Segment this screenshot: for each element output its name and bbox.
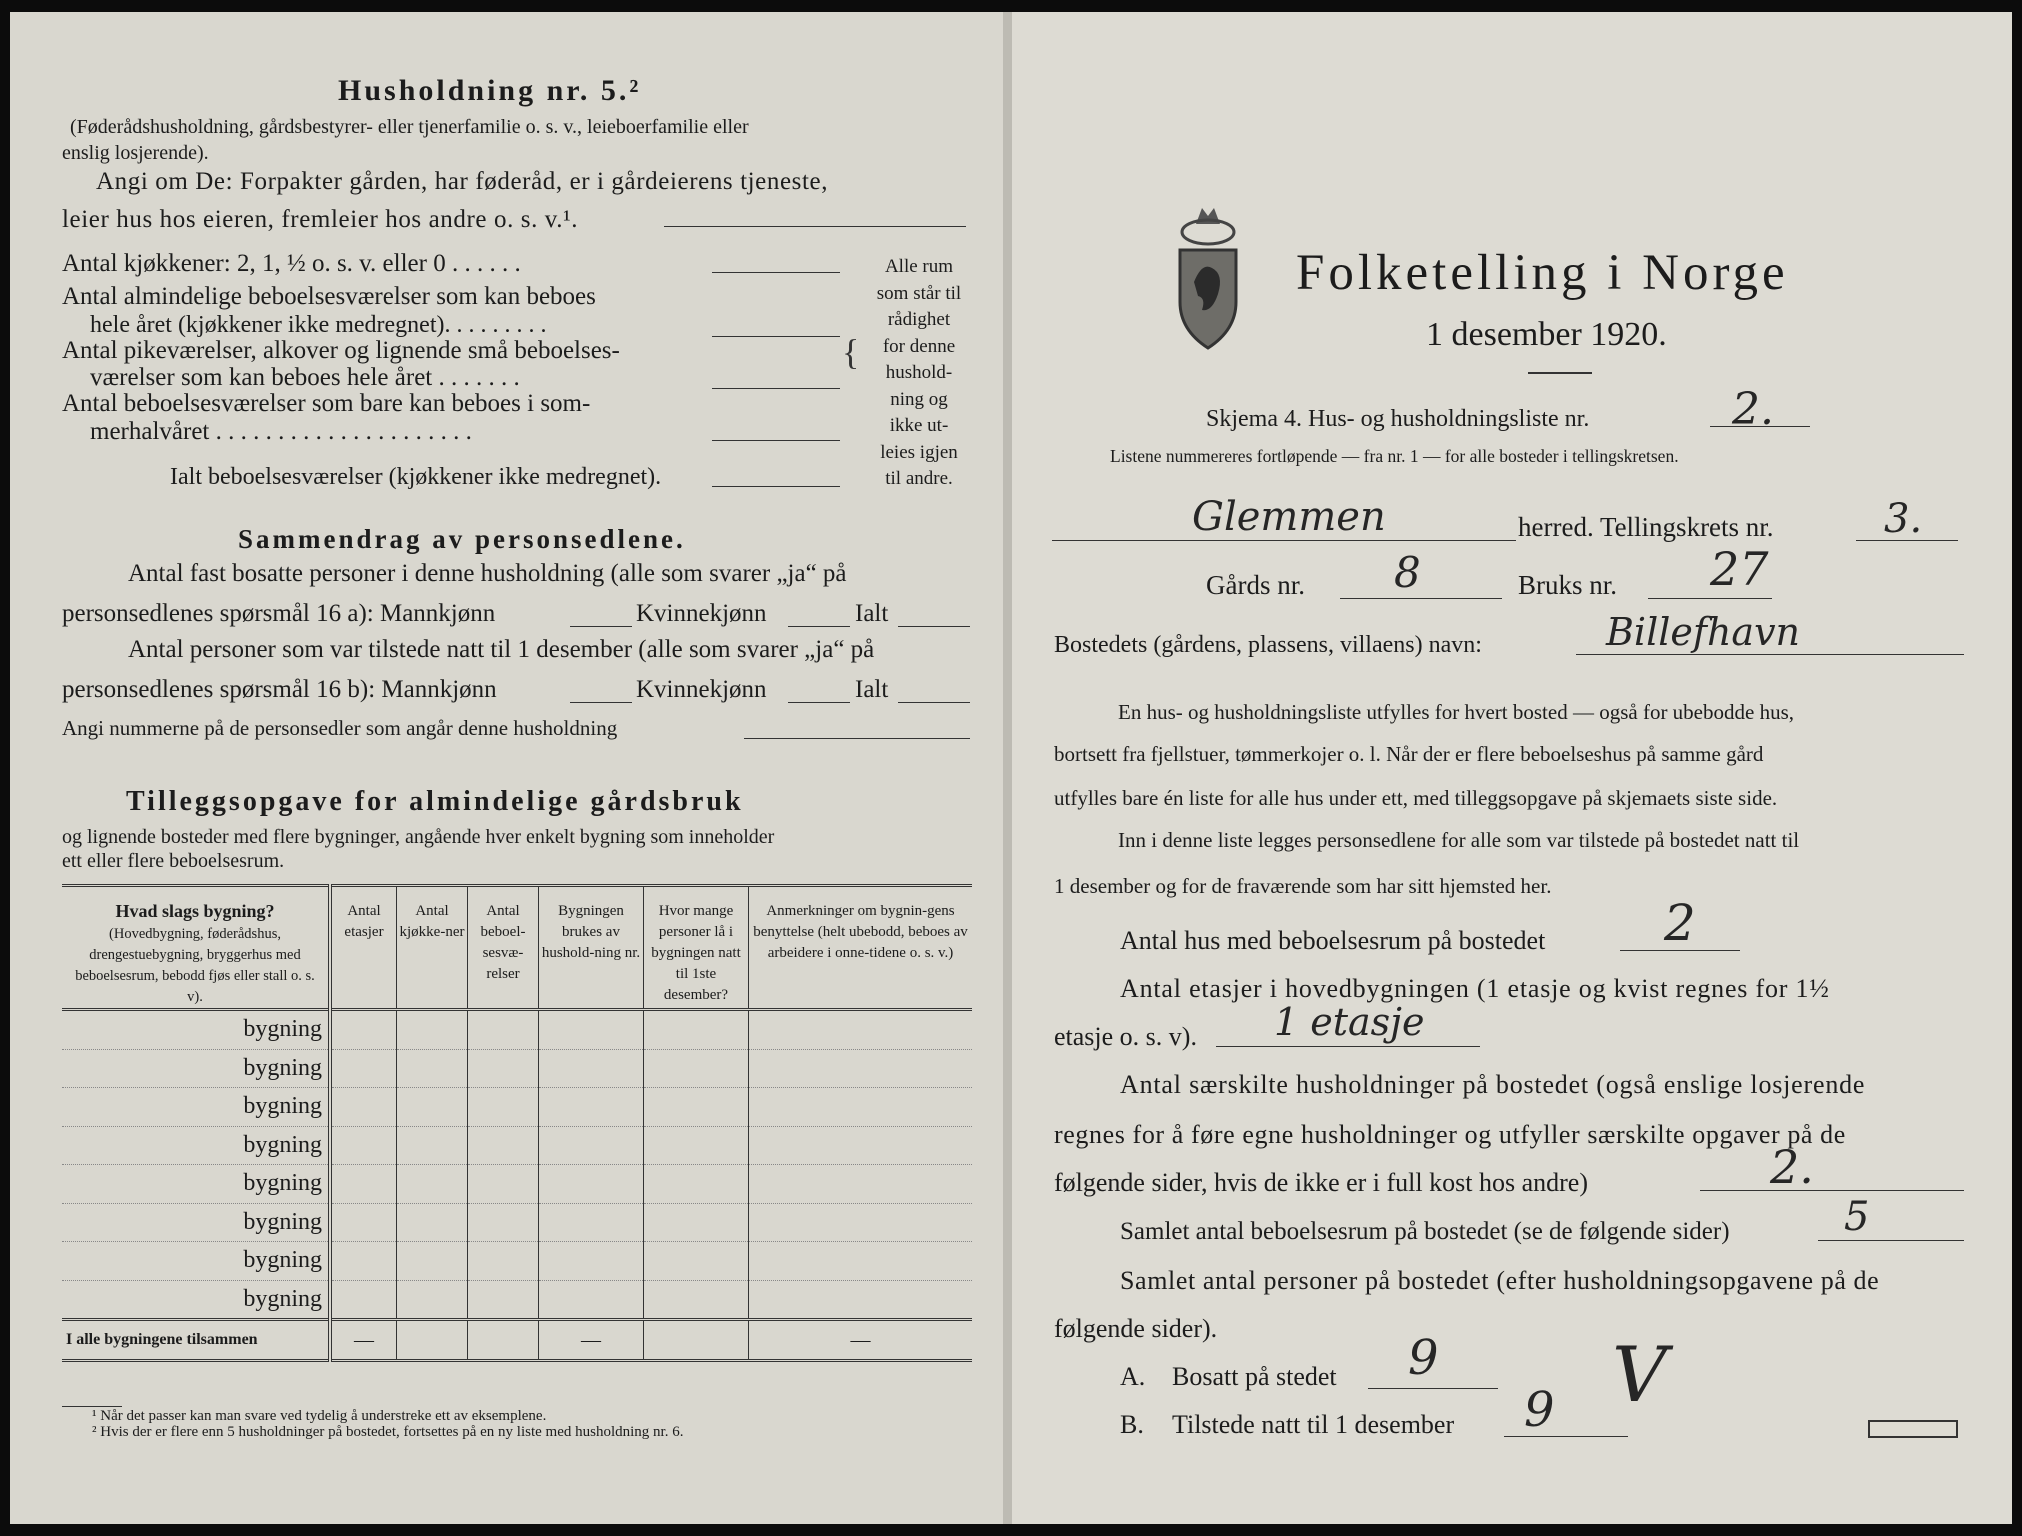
- footnote-2: ² Hvis der er flere enn 5 husholdninger på bostedet, fortsettes på en ny liste med husholdning nr. 6.: [92, 1424, 684, 1440]
- a-label: A.: [1120, 1362, 1146, 1391]
- household-intro-1: (Føderådshusholdning, gårdsbestyrer- eller tjenerfamilie o. s. v., leieboerfamilie eller: [70, 116, 749, 138]
- a-line: [1368, 1388, 1498, 1389]
- bosted-label: Bostedets (gårdens, plassens, villaens) navn:: [1054, 632, 1482, 658]
- krets-line: [1856, 540, 1958, 541]
- rooms-line-3: hele året (kjøkkener ikke medregnet). . . . . . . . .: [90, 312, 547, 338]
- footnote-1: ¹ Når det passer kan man svare ved tydelig å understreke ett av eksemplene.: [92, 1408, 547, 1424]
- ialt-label: Ialt beboelsesværelser (kjøkkener ikke medregnet).: [170, 464, 662, 490]
- etasjer-line-2: etasje o. s. v).: [1054, 1022, 1197, 1051]
- col-header-type: Hvad slags bygning? (Hovedbygning, føderådshus, drengestuebygning, bryggerhus med beboelsesrum, bebodd fjøs eller stall o. s. v).: [62, 886, 330, 1010]
- rooms-line-5: værelser som kan beboes hele året . . . . . . .: [90, 364, 520, 391]
- summer-rooms-answer-line[interactable]: [712, 440, 840, 441]
- sammendrag-2b: personsedlenes spørsmål 16 b): Mannkjønn: [62, 676, 497, 703]
- coat-of-arms-icon: [1172, 202, 1244, 352]
- hus-value[interactable]: 2: [1664, 894, 1696, 952]
- pers-line-2: følgende sider).: [1054, 1314, 1218, 1343]
- etasjer-line: [1216, 1046, 1480, 1047]
- ialt-answer-1[interactable]: [898, 626, 970, 627]
- skjema-label: Skjema 4. Hus- og husholdningsliste nr.: [1206, 406, 1590, 432]
- col-header-brukes-av: Bygningen brukes av hushold-ning nr.: [539, 886, 644, 1010]
- herred-label: herred. Tellingskrets nr.: [1518, 512, 1774, 542]
- para-2: bortsett fra fjellstuer, tømmerkojer o. l. Når der er flere beboelseshus på samme gård: [1054, 742, 1764, 766]
- kvinne-answer-1[interactable]: [788, 626, 850, 627]
- saer-line-2: regnes for å føre egne husholdninger og utfyller særskilte opgaver på de: [1054, 1120, 1846, 1149]
- household-intro-2: enslig losjerende).: [62, 142, 209, 164]
- rooms-line-1: Antal kjøkkener: 2, 1, ½ o. s. v. eller 0 . . . . . .: [62, 250, 521, 277]
- angi-nummerne-answer[interactable]: [744, 738, 970, 739]
- gards-label: Gårds nr.: [1206, 570, 1305, 600]
- gards-value[interactable]: 8: [1394, 548, 1421, 597]
- angi-line-1: Angi om De: Forpakter gården, har føderåd, er i gårdeierens tjeneste,: [96, 168, 829, 195]
- sammendrag-title: Sammendrag av personsedlene.: [238, 524, 686, 554]
- saer-value[interactable]: 2.: [1770, 1140, 1814, 1194]
- rum-label: Samlet antal beboelsesrum på bostedet (se de følgende sider): [1120, 1218, 1730, 1245]
- tillegg-line-2: ett eller flere beboelsesrum.: [62, 850, 285, 872]
- mann-answer-2[interactable]: [570, 702, 632, 703]
- check-mark: V: [1612, 1330, 1667, 1419]
- hus-line: [1620, 950, 1740, 951]
- etasjer-line-1: Antal etasjer i hovedbygningen (1 etasje og kvist regnes for 1½: [1120, 974, 1830, 1003]
- tillegg-title: Tilleggsopgave for almindelige gårdsbruk: [126, 786, 744, 817]
- total-row: I alle bygningene tilsammen — — —: [62, 1320, 972, 1361]
- a-value[interactable]: 9: [1408, 1330, 1439, 1386]
- rooms-line-2: Antal almindelige beboelsesværelser som kan beboes: [62, 283, 596, 310]
- side-note: Alle rum som står til rådighet for denne hushold- ning og ikke ut- leies igjen til andre.: [876, 256, 962, 489]
- herred-line: [1052, 540, 1516, 541]
- kvinne-answer-2[interactable]: [788, 702, 850, 703]
- skjema-line: [1710, 426, 1810, 427]
- table-row[interactable]: bygning: [62, 1203, 972, 1242]
- angi-nummerne: Angi nummerne på de personsedler som angår denne husholdning: [62, 716, 618, 740]
- para-4: Inn i denne liste legges personsedlene for alle som var tilstede på bostedet natt til: [1118, 828, 1800, 852]
- col-header-vaerelser: Antal beboel-sesvæ-relser: [468, 886, 539, 1010]
- right-page: [1012, 12, 2012, 1524]
- b-value[interactable]: 9: [1524, 1382, 1555, 1438]
- skjema-number[interactable]: 2.: [1732, 384, 1774, 435]
- table-row[interactable]: bygning: [62, 1010, 972, 1050]
- rooms-line-7: merhalvåret . . . . . . . . . . . . . . . . . . . . .: [90, 418, 472, 445]
- herred-value[interactable]: Glemmen: [1192, 494, 1386, 540]
- b-line: [1504, 1436, 1628, 1437]
- sammendrag-1a: Antal fast bosatte personer i denne husholdning (alle som svarer „ja“ på: [128, 560, 847, 587]
- kitchens-answer-line[interactable]: [712, 272, 840, 273]
- sammendrag-1b: personsedlenes spørsmål 16 a): Mannkjønn: [62, 600, 496, 627]
- krets-value[interactable]: 3.: [1884, 496, 1923, 542]
- table-row[interactable]: bygning: [62, 1088, 972, 1127]
- col-header-personer: Hvor mange personer lå i bygningen natt til 1ste desember?: [644, 886, 749, 1010]
- bruks-label: Bruks nr.: [1518, 570, 1618, 600]
- table-row[interactable]: bygning: [62, 1242, 972, 1281]
- rum-value[interactable]: 5: [1844, 1194, 1870, 1240]
- angi-answer-line[interactable]: [664, 226, 966, 227]
- small-rooms-answer-line[interactable]: [712, 388, 840, 389]
- a-text: Bosatt på stedet: [1172, 1362, 1337, 1391]
- pers-line-1: Samlet antal personer på bostedet (efter husholdningsopgavene på de: [1120, 1266, 1880, 1295]
- ialt-label-1: Ialt: [855, 600, 889, 627]
- col-header-anmerkninger: Anmerkninger om bygnin-gens benyttelse (helt ubebodd, beboes av arbeidere i onne-tidene o. s. v.): [749, 886, 973, 1010]
- b-text: Tilstede natt til 1 desember: [1172, 1410, 1455, 1439]
- rooms-answer-line[interactable]: [712, 336, 840, 337]
- table-row[interactable]: bygning: [62, 1049, 972, 1088]
- table-row[interactable]: bygning: [62, 1126, 972, 1165]
- hus-label: Antal hus med beboelsesrum på bostedet: [1120, 926, 1546, 955]
- census-date: 1 desember 1920.: [1426, 316, 1667, 353]
- col-header-etasjer: Antal etasjer: [330, 886, 397, 1010]
- table-row[interactable]: bygning: [62, 1165, 972, 1204]
- rooms-line-6: Antal beboelsesværelser som bare kan beboes i som-: [62, 390, 591, 417]
- household-title: Husholdning nr. 5.²: [338, 74, 642, 107]
- para-3: utfylles bare én liste for alle hus under ett, med tilleggsopgave på skjemaets siste side.: [1054, 786, 1778, 810]
- tillegg-line-1: og lignende bosteder med flere bygninger, angående hver enkelt bygning som inneholder: [62, 826, 775, 848]
- gards-line: [1340, 598, 1502, 599]
- bruks-line: [1648, 598, 1772, 599]
- buildings-table: [62, 884, 972, 1362]
- col-header-kjokkener: Antal kjøkke-ner: [397, 886, 468, 1010]
- kvinne-label-2: Kvinnekjønn: [636, 676, 767, 703]
- brace: {: [842, 332, 860, 372]
- etasjer-value[interactable]: 1 etasje: [1274, 1000, 1425, 1044]
- mann-answer-1[interactable]: [570, 626, 632, 627]
- saer-line-1: Antal særskilte husholdninger på bostedet (også enslige losjerende: [1120, 1070, 1866, 1099]
- title-rule: [1528, 372, 1592, 374]
- rum-line: [1818, 1240, 1964, 1241]
- angi-line-2: leier hus hos eieren, fremleier hos andre o. s. v.¹.: [62, 206, 579, 233]
- census-title: Folketelling i Norge: [1296, 245, 1789, 301]
- b-label: B.: [1120, 1410, 1144, 1439]
- listene-note: Listene nummereres fortløpende — fra nr. 1 — for alle bosteder i tellingskretsen.: [1110, 446, 1679, 466]
- rooms-line-4: Antal pikeværelser, alkover og lignende små beboelses-: [62, 337, 620, 364]
- sammendrag-2a: Antal personer som var tilstede natt til 1 desember (alle som svarer „ja“ på: [128, 636, 875, 663]
- para-5: 1 desember og for de fraværende som har sitt hjemsted her.: [1054, 874, 1552, 898]
- para-1: En hus- og husholdningsliste utfylles for hvert bosted — også for ubebodde hus,: [1118, 700, 1794, 724]
- ialt-label-2: Ialt: [855, 676, 889, 703]
- footnote-rule: [62, 1406, 122, 1407]
- bosted-value[interactable]: Billefhavn: [1606, 610, 1801, 654]
- bosted-line: [1576, 654, 1964, 655]
- ialt-answer-2[interactable]: [898, 702, 970, 703]
- kvinne-label-1: Kvinnekjønn: [636, 600, 767, 627]
- bruks-value[interactable]: 27: [1710, 542, 1769, 596]
- ialt-answer-line[interactable]: [712, 486, 840, 487]
- table-row[interactable]: bygning: [62, 1280, 972, 1320]
- printer-stamp: [1868, 1420, 1958, 1438]
- saer-line: [1700, 1190, 1964, 1191]
- saer-line-3: følgende sider, hvis de ikke er i full kost hos andre): [1054, 1168, 1588, 1197]
